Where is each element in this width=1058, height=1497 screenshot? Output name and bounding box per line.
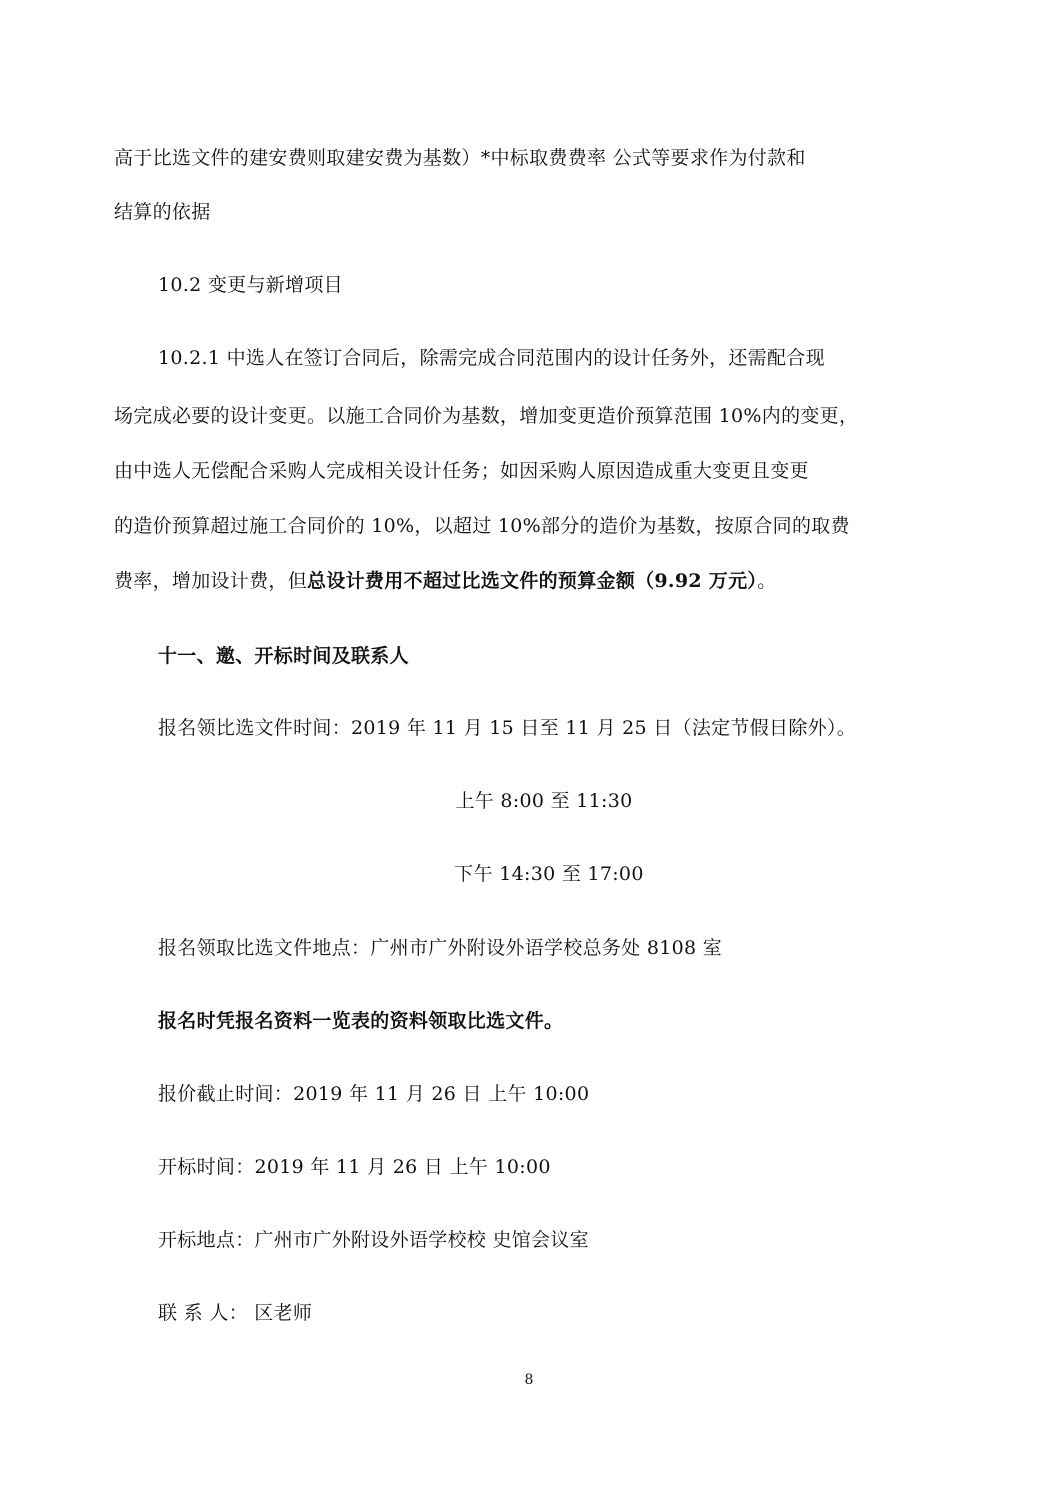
budget-limit-text: 总设计费用不超过比选文件的预算金额（9.92 万元） bbox=[307, 570, 758, 592]
opening-place: 开标地点：广州市广外附设外语学校校 史馆会议室 bbox=[158, 1229, 589, 1251]
morning-hours: 上午 8:00 至 11:30 bbox=[455, 790, 633, 812]
page-number: 8 bbox=[524, 1372, 534, 1388]
paragraph-text: 费率，增加设计费，但 bbox=[114, 570, 308, 592]
section-heading-11: 十一、邀、开标时间及联系人 bbox=[158, 645, 409, 667]
paragraph-line: 高于比选文件的建安费则取建安费为基数）*中标取费费率 公式等要求作为付款和 bbox=[114, 147, 806, 169]
paragraph-line: 结算的依据 bbox=[114, 201, 211, 223]
paragraph-line bbox=[114, 568, 777, 594]
paragraph-text: 。 bbox=[757, 570, 777, 592]
registration-note: 报名时凭报名资料一览表的资料领取比选文件。 bbox=[158, 1010, 564, 1032]
opening-time: 开标时间：2019 年 11 月 26 日 上午 10:00 bbox=[158, 1156, 551, 1178]
section-heading-10-2: 10.2 变更与新增项目 bbox=[158, 274, 343, 296]
contact-person: 联 系 人： 区老师 bbox=[158, 1302, 313, 1324]
registration-time: 报名领比选文件时间：2019 年 11 月 15 日至 11 月 25 日（法定节假日除外）。 bbox=[158, 717, 857, 739]
afternoon-hours: 下午 14:30 至 17:00 bbox=[454, 863, 644, 885]
paragraph-line: 10.2.1 中选人在签订合同后，除需完成合同范围内的设计任务外，还需配合现 bbox=[158, 347, 825, 369]
quote-deadline: 报价截止时间：2019 年 11 月 26 日 上午 10:00 bbox=[158, 1083, 590, 1105]
paragraph-line: 由中选人无偿配合采购人完成相关设计任务；如因采购人原因造成重大变更且变更 bbox=[114, 460, 809, 482]
paragraph-line: 的造价预算超过施工合同价的 10%，以超过 10%部分的造价为基数，按原合同的取费 bbox=[114, 515, 850, 537]
paragraph-line: 场完成必要的设计变更。以施工合同价为基数，增加变更造价预算范围 10%内的变更， bbox=[114, 405, 859, 427]
registration-place: 报名领取比选文件地点：广州市广外附设外语学校总务处 8108 室 bbox=[158, 937, 723, 959]
